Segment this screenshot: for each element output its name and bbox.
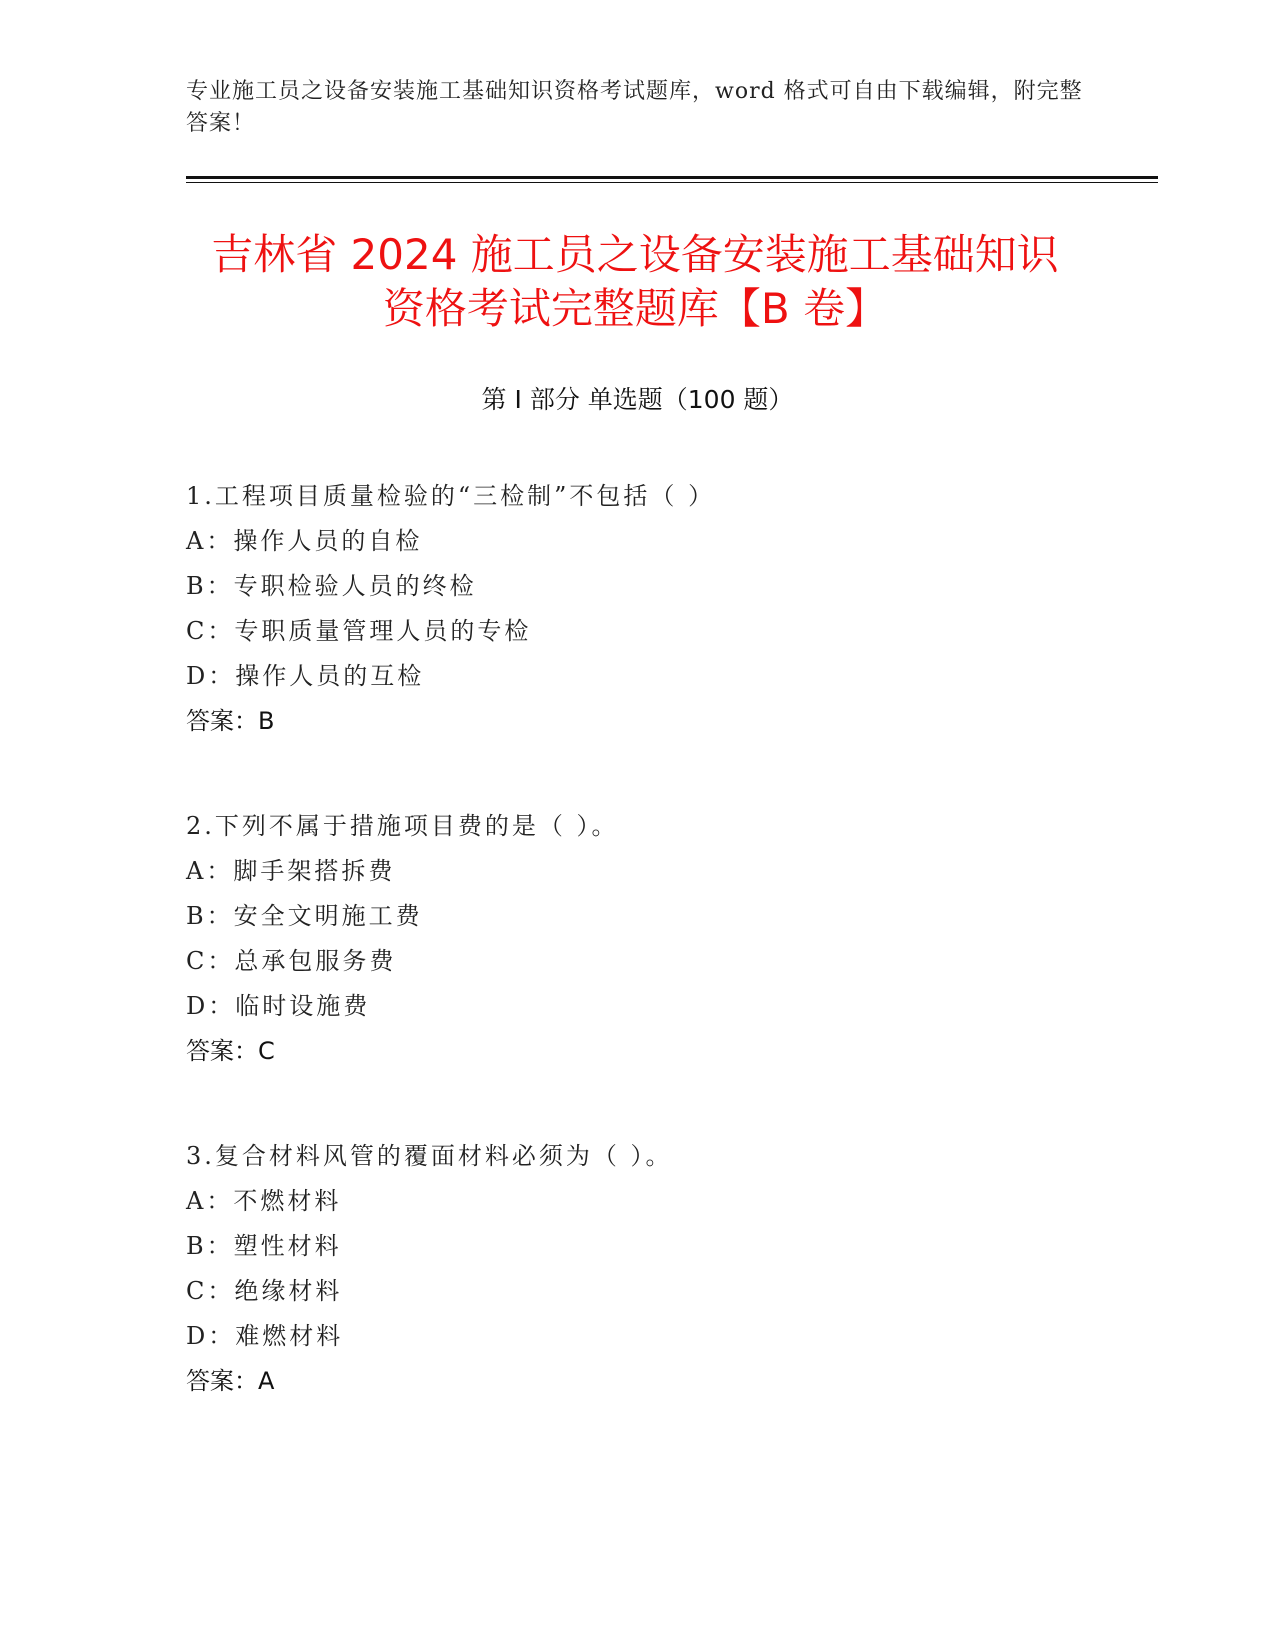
option-a: A：操作人员的自检 — [186, 527, 423, 555]
option-b: B：塑性材料 — [186, 1232, 342, 1260]
question-1 — [186, 474, 1166, 744]
option-c: C：总承包服务费 — [186, 947, 397, 975]
question-stem: 2.下列不属于措施项目费的是（ ）。 — [186, 812, 619, 840]
section-title: 第 I 部分 单选题（100 题） — [481, 385, 794, 414]
header-rule-thick — [186, 176, 1158, 179]
question-stem: 3.复合材料风管的覆面材料必须为（ ）。 — [186, 1142, 673, 1170]
question-stem: 1.工程项目质量检验的“三检制”不包括（ ） — [186, 482, 716, 510]
title-line-2: 资格考试完整题库【B 卷】 — [382, 284, 888, 333]
option-c: C：绝缘材料 — [186, 1277, 343, 1305]
option-d: D：临时设施费 — [186, 992, 371, 1020]
option-b: B：专职检验人员的终检 — [186, 572, 477, 600]
option-c: C：专职质量管理人员的专检 — [186, 617, 532, 645]
option-a: A：脚手架搭拆费 — [186, 857, 396, 885]
answer: 答案：C — [186, 1037, 275, 1065]
question-3 — [186, 1134, 1166, 1404]
question-list — [186, 474, 1166, 1464]
option-d: D：操作人员的互检 — [186, 662, 425, 690]
option-b: B：安全文明施工费 — [186, 902, 423, 930]
header-note: 专业施工员之设备安装施工基础知识资格考试题库，word 格式可自由下载编辑，附完整答案！ — [186, 79, 1083, 136]
title-line-1: 吉林省 2024 施工员之设备安装施工基础知识 — [211, 230, 1059, 279]
option-a: A：不燃材料 — [186, 1187, 342, 1215]
answer: 答案：A — [186, 1367, 275, 1395]
answer: 答案：B — [186, 707, 275, 735]
header-rule-thin — [186, 182, 1158, 183]
option-d: D：难燃材料 — [186, 1322, 344, 1350]
document-title — [160, 228, 1110, 336]
question-2 — [186, 804, 1166, 1074]
